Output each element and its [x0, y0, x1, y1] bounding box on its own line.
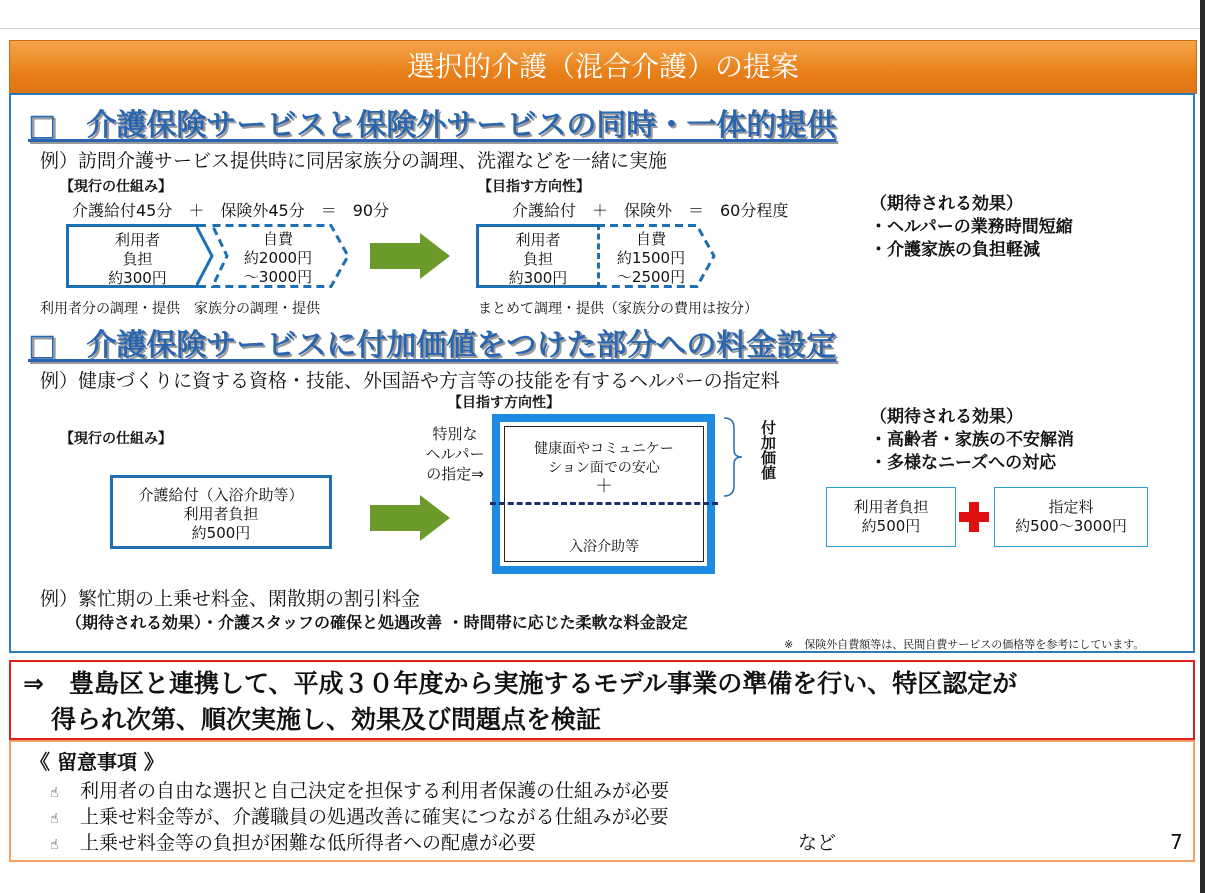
section2-current-label: 【現行の仕組み】: [60, 431, 172, 447]
section2-example2: 例）繁忙期の上乗せ料金、閑散期の割引料金: [40, 588, 421, 610]
current-selfpay-box: 自費 約2000円 ～3000円: [243, 230, 313, 286]
plus-sign: ＋: [595, 476, 613, 497]
conclusion-notice: [9, 660, 1195, 740]
target-insured-box: 利用者 負担 約300円: [476, 224, 600, 288]
note-item: ☝ 上乗せ料金等が、介護職員の処遇改善に確実につながる仕組みが必要: [50, 806, 669, 828]
added-value-brace: [722, 416, 744, 498]
section1-current-formula: 介護給付45分 ＋ 保険外45分 ＝ 90分: [72, 201, 390, 220]
window-right-edge: [1200, 0, 1205, 893]
section1-example: 例）訪問介護サービス提供時に同居家族分の調理、洗濯などを一緒に実施: [40, 150, 668, 172]
window-top-strip: [0, 0, 1205, 29]
added-value-label: 付加価値: [759, 420, 777, 480]
upper-box-text: 健康面やコミュニケー ション面での安心 ＋: [506, 440, 702, 496]
section1-target-label: 【目指す方向性】: [478, 179, 590, 195]
notice-line2: 得られ次第、順次実施し、効果及び問題点を検証: [51, 705, 602, 734]
page-number: 7: [1170, 830, 1183, 854]
dashed-divider: [490, 502, 718, 505]
section2-heading: □ 介護保険サービスに付加価値をつけた部分への料金設定: [28, 328, 837, 363]
notes-etc: など: [798, 832, 837, 854]
section1-effects: （期待される効果） ・ヘルパーの業務時間短縮 ・介護家族の負担軽減: [870, 194, 1073, 260]
slide-title: 選択的介護（混合介護）の提案: [9, 40, 1197, 94]
section2-target-label: 【目指す方向性】: [448, 395, 560, 411]
notice-line1: ⇒ 豊島区と連携して、平成３０年度から実施するモデル事業の準備を行い、特区認定が: [23, 669, 1018, 698]
pointing-hand-icon: ☝: [50, 811, 59, 827]
note-item: ☝ 利用者の自由な選択と自己決定を担保する利用者保護の仕組みが必要: [50, 780, 670, 802]
section1-current-caption: 利用者分の調理・提供 家族分の調理・提供: [40, 301, 320, 317]
fee-user-box: 利用者負担 約500円: [826, 487, 956, 547]
right-arrow-icon: [370, 233, 450, 279]
red-cross-icon: [958, 501, 990, 533]
fee-designation-box: 指定料 約500～3000円: [994, 487, 1148, 547]
target-selfpay-box: 自費 約1500円 ～2500円: [616, 230, 686, 286]
section2-effects: （期待される効果） ・高齢者・家族の不安解消 ・多様なニーズへの対応: [870, 407, 1074, 473]
section2-current-box: 介護給付（入浴介助等） 利用者負担 約500円: [110, 475, 332, 549]
right-arrow-icon: [370, 495, 450, 541]
section1-current-label: 【現行の仕組み】: [60, 179, 172, 195]
notes-title: 《 留意事項 》: [30, 750, 164, 774]
section2-example: 例）健康づくりに資する資格・技能、外国語や方言等の技能を有するヘルパーの指定料: [40, 370, 780, 392]
footnote: ※ 保険外自費額等は、民間自費サービスの価格等を参考にしています。: [784, 638, 1145, 651]
lower-box-text: 入浴介助等: [569, 539, 639, 555]
current-insured-box: 利用者 負担 約300円: [66, 224, 206, 288]
note-item: ☝ 上乗せ料金等の負担が困難な低所得者への配慮が必要: [50, 832, 537, 854]
section1-target-caption: まとめて調理・提供（家族分の費用は按分）: [478, 301, 758, 317]
pointing-hand-icon: ☝: [50, 785, 59, 801]
special-helper-label: 特別な ヘルパー の指定⇒: [425, 425, 485, 483]
section1-heading: □ 介護保険サービスと保険外サービスの同時・一体的提供: [28, 108, 837, 143]
section1-target-formula: 介護給付 ＋ 保険外 ＝ 60分程度: [512, 201, 789, 220]
section2-example2-effect: （期待される効果）・介護スタッフの確保と処遇改善 ・時間帯に応じた柔軟な料金設定: [66, 613, 688, 632]
pointing-hand-icon: ☝: [50, 837, 59, 853]
